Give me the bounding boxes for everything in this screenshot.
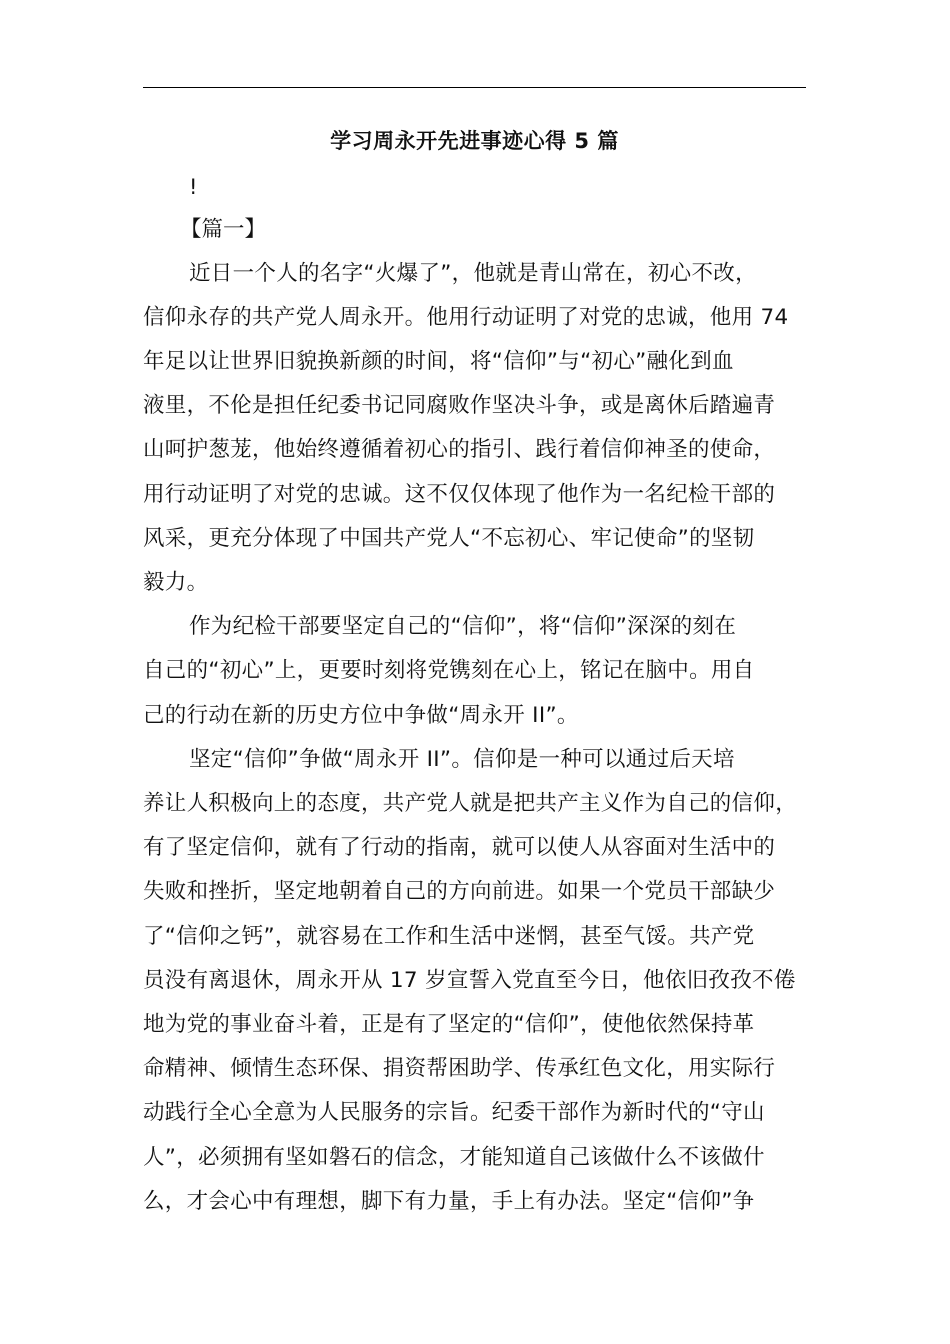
text-line: 命精神、倾情生态环保、捐资帮困助学、传承红色文化，用实际行 xyxy=(143,1056,776,1081)
text-line: 自己的“初心”上，更要时刻将党镌刻在心上，铭记在脑中。用自 xyxy=(143,658,755,683)
text-line: 地为党的事业奋斗着，正是有了坚定的“信仰”，使他依然保持革 xyxy=(143,1012,755,1037)
text-line: 风采，更充分体现了中国共产党人“不忘初心、牢记使命”的坚韧 xyxy=(143,526,755,551)
text-line: 么，才会心中有理想，脚下有力量，手上有办法。坚定“信仰”争 xyxy=(143,1189,755,1214)
document-title: 学习周永开先进事迹心得 5 篇 xyxy=(330,129,619,153)
text-line: 信仰永存的共产党人周永开。他用行动证明了对党的忠诚，他用 74 xyxy=(143,305,789,330)
text-line: 山呵护葱茏，他始终遵循着初心的指引、践行着信仰神圣的使命， xyxy=(143,437,776,462)
text-line: 液里，不伦是担任纪委书记同腐败作坚决斗争，或是离休后踏遍青 xyxy=(143,393,776,418)
text-line: 坚定“信仰”争做“周永开 II”。信仰是一种可以通过后天培 xyxy=(189,747,735,772)
text-line: 作为纪检干部要坚定自己的“信仰”，将“信仰”深深的刻在 xyxy=(189,614,737,639)
text-line: 人”，必须拥有坚如磐石的信念，才能知道自己该做什么不该做什 xyxy=(143,1145,765,1170)
text-line: 毅力。 xyxy=(143,570,209,595)
text-line: 养让人积极向上的态度，共产党人就是把共产主义作为自己的信仰， xyxy=(143,791,798,816)
text-line: 用行动证明了对党的忠诚。这不仅仅体现了他作为一名纪检干部的 xyxy=(143,482,776,507)
text-line: 员没有离退休，周永开从 17 岁宣誓入党直至今日，他依旧孜孜不倦 xyxy=(143,968,796,993)
exclamation-mark: ! xyxy=(189,175,198,199)
text-line: 年足以让世界旧貌换新颜的时间，将“信仰”与“初心”融化到血 xyxy=(143,349,734,374)
section-label: 【篇一】 xyxy=(180,217,267,242)
text-line: 近日一个人的名字“火爆了”，他就是青山常在，初心不改， xyxy=(189,261,757,286)
text-line: 己的行动在新的历史方位中争做“周永开 II”。 xyxy=(143,703,579,728)
text-line: 有了坚定信仰，就有了行动的指南，就可以使人从容面对生活中的 xyxy=(143,835,776,860)
text-line: 失败和挫折，坚定地朝着自己的方向前进。如果一个党员干部缺少 xyxy=(143,879,776,904)
header-rule xyxy=(143,87,806,88)
text-line: 动践行全心全意为人民服务的宗旨。纪委干部作为新时代的“守山 xyxy=(143,1100,765,1125)
text-line: 了“信仰之钙”，就容易在工作和生活中迷惘，甚至气馁。共产党 xyxy=(143,924,755,949)
